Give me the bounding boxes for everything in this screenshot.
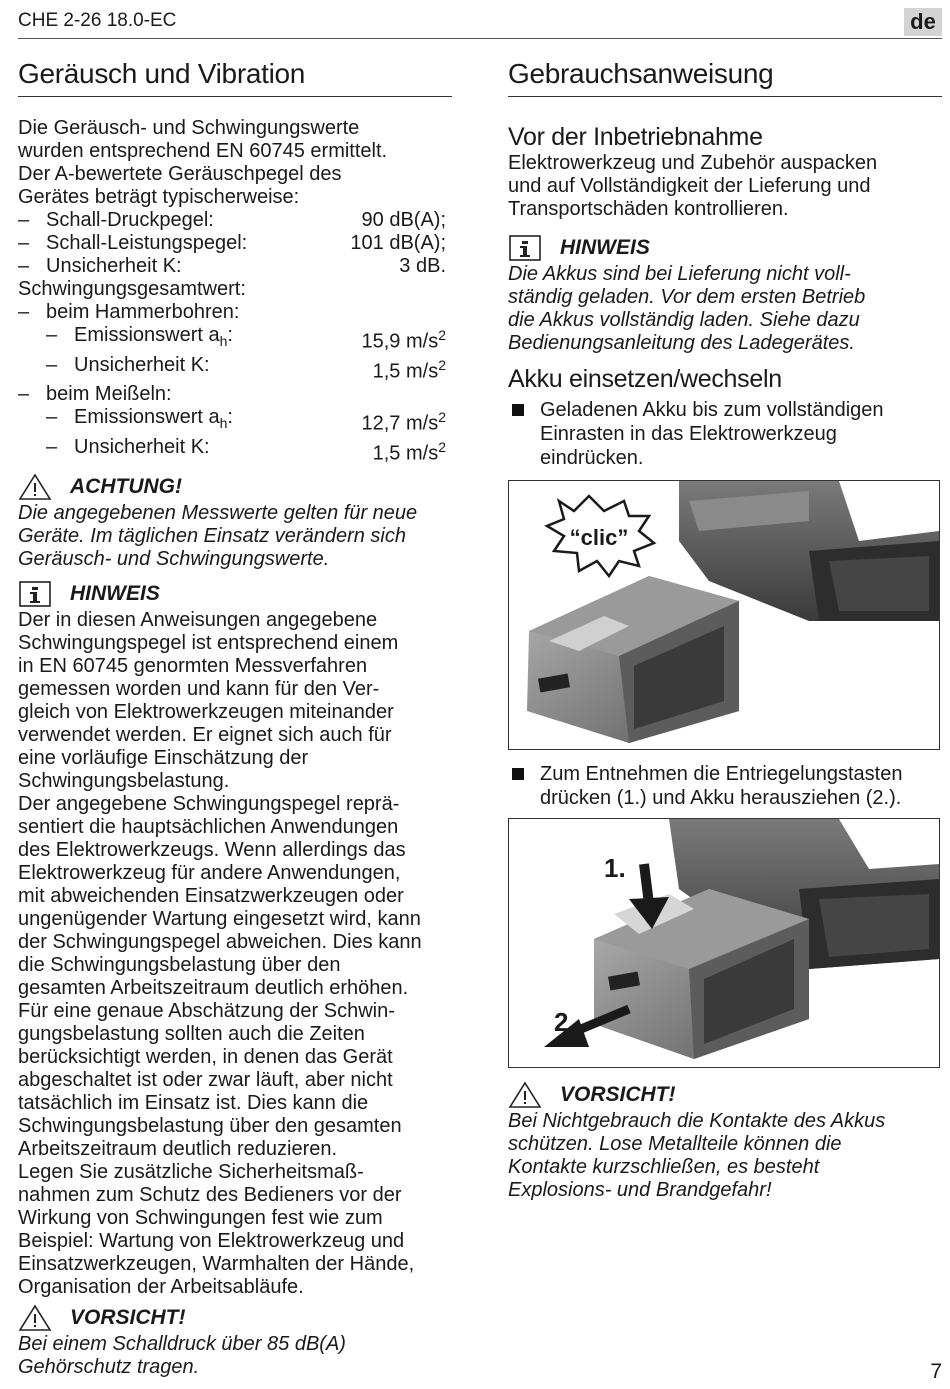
noise-row — [18, 232, 446, 255]
text-line: Die angegebenen Messwerte gelten für neue — [18, 501, 418, 524]
vibration-values — [18, 301, 452, 466]
text-line: Geräusch- und Schwingungswerte. — [18, 547, 330, 570]
text-line: Gerätes beträgt typischerweise: — [18, 186, 300, 208]
before-use-text — [508, 152, 942, 221]
vorsicht-notice — [18, 1303, 452, 1333]
text-line: nahmen zum Schutz des Bedieners vor der — [18, 1183, 402, 1206]
battery-insert-drawing — [509, 481, 939, 749]
vorsicht-label: VORSICHT! — [70, 1305, 186, 1329]
hammer-row — [18, 301, 446, 324]
text-line: berücksichtigt werden, in denen das Gerät — [18, 1045, 393, 1068]
text-line: Die Geräusch- und Schwingungswerte — [18, 117, 360, 139]
text-line: die Akkus vollständig laden. Siehe dazu — [508, 309, 860, 331]
text-line: eindrücken. — [540, 447, 644, 469]
text-line: ungenügender Wartung eingesetzt wird, kann — [18, 907, 421, 930]
hinweis-label: HINWEIS — [70, 581, 160, 605]
section-title-noise: Geräusch und Vibration — [18, 58, 452, 97]
text-line: Bedienungsanleitung des Ladegerätes. — [508, 332, 855, 354]
text-line: Elektrowerkzeug und Zubehör auspacken — [508, 152, 878, 174]
info-icon — [18, 580, 52, 608]
warning-triangle-icon — [508, 1081, 542, 1109]
vib-row — [18, 324, 446, 354]
text-line: Geladenen Akku bis zum vollständigen — [540, 399, 884, 421]
text-line: Explosions- und Brandgefahr! — [508, 1179, 772, 1201]
dash: – — [46, 353, 58, 376]
text-line: Schwingungsbelastung über den gesamten — [18, 1114, 402, 1137]
hammer-label: beim Hammerbohren: — [46, 301, 240, 323]
text-line: und auf Vollständigkeit der Lieferung und — [508, 175, 871, 197]
right-column — [508, 58, 942, 1202]
dash: – — [46, 324, 58, 346]
noise-values — [18, 209, 452, 278]
bullet-remove-battery — [508, 762, 942, 810]
chisel-row — [18, 383, 446, 406]
vib-label: Unsicherheit K: — [74, 435, 210, 458]
vib-row — [18, 406, 446, 436]
text-line: eine vorläufige Einschätzung der — [18, 746, 309, 769]
noise-label: Schall-Leistungspegel: — [46, 232, 248, 254]
text-line: ständig geladen. Vor dem ersten Betrieb — [508, 286, 866, 308]
clic-label: “clic” — [569, 525, 629, 550]
step2-label: 2. — [554, 1007, 576, 1037]
hinweis-text — [508, 263, 942, 355]
bullet-text — [540, 398, 884, 470]
vorsicht-label: VORSICHT! — [560, 1083, 676, 1106]
warning-triangle-icon — [18, 1304, 52, 1332]
text-line: Für eine genaue Abschätzung der Schwin- — [18, 999, 395, 1022]
text-line: Elektrowerkzeug für andere Anwendungen, — [18, 861, 401, 884]
text-line: verwendet werden. Er eignet sich auch für — [18, 723, 392, 746]
text-line: drücken (1.) und Akku herausziehen (2.). — [540, 787, 902, 809]
text-line: Wirkung von Schwingungen fest wie zum — [18, 1206, 383, 1229]
text-line: des Elektrowerkzeugs. Wenn allerdings das — [18, 838, 406, 861]
text-line: Organisation der Arbeitsabläufe. — [18, 1275, 304, 1298]
text-line: abgeschaltet ist oder zwar läuft, aber nicht — [18, 1068, 393, 1091]
dash: – — [18, 232, 30, 254]
text-line: Einsatzwerkzeugen, Warmhalten der Hände, — [18, 1252, 415, 1275]
noise-value: 90 dB(A); — [361, 209, 446, 231]
dash: – — [46, 406, 58, 429]
vib-row — [18, 436, 446, 466]
text-line: Transportschäden kontrollieren. — [508, 198, 789, 220]
achtung-label: ACHTUNG! — [70, 474, 182, 498]
text-line: der Schwingungspegel abweichen. Dies kann — [18, 930, 422, 953]
text-line: Bei Nichtgebrauch die Kontakte des Akkus — [508, 1110, 886, 1132]
vorsicht-text — [508, 1110, 942, 1202]
vib-value: 15,9 $m/s^2$ — [361, 327, 446, 353]
text-line: Zum Entnehmen die Entriegelungstasten — [540, 763, 903, 785]
text-line: tatsächlich im Einsatz ist. Dies kann die — [18, 1091, 369, 1114]
noise-row — [18, 255, 446, 278]
text-line: in EN 60745 genormten Messverfahren — [18, 654, 368, 677]
noise-intro — [18, 117, 452, 209]
text-line: gungsbelastung sollten auch die Zeiten — [18, 1022, 365, 1045]
battery-insert-illustration — [508, 480, 940, 750]
step1-label: 1. — [604, 853, 626, 883]
model-number: CHE 2-26 18.0-EC — [18, 10, 177, 31]
text-line: Der in diesen Anweisungen angegebene — [18, 608, 378, 631]
hinweis-label: HINWEIS — [560, 236, 650, 259]
battery-remove-illustration — [508, 818, 940, 1068]
text-line: Beispiel: Wartung von Elektrowerkzeug und — [18, 1229, 405, 1252]
bullet-square-icon — [512, 768, 524, 780]
dash: – — [18, 255, 30, 277]
subtitle-before-use: Vor der Inbetriebnahme — [508, 123, 763, 151]
achtung-text — [18, 502, 452, 571]
page-header — [18, 8, 942, 39]
info-icon — [508, 234, 542, 262]
text-line: Schwingungsbelastung. — [18, 769, 230, 792]
subtitle-battery: Akku einsetzen/wechseln — [508, 365, 782, 393]
bullet-insert-battery — [508, 398, 942, 470]
text-line: wurden entsprechend EN 60745 ermittelt. — [18, 140, 388, 162]
warning-triangle-icon — [18, 473, 52, 501]
text-line: Legen Sie zusätzliche Sicherheitsmaß- — [18, 1160, 364, 1183]
chisel-label: beim Meißeln: — [46, 383, 172, 406]
text-line: gesamten Arbeitszeitraum deutlich erhöhen. — [18, 976, 409, 999]
battery-remove-drawing — [509, 819, 939, 1067]
text-line: Gehörschutz tragen. — [18, 1355, 200, 1378]
text-line: gleich von Elektrowerkzeugen miteinander — [18, 700, 394, 723]
text-line: Geräte. Im täglichen Einsatz verändern sich — [18, 524, 406, 547]
vib-label: Emissionswert $a_h$: — [74, 406, 233, 432]
noise-label: Schall-Druckpegel: — [46, 209, 214, 231]
noise-label: Unsicherheit K: — [46, 255, 182, 277]
text-line: die Schwingungsbelastung über den — [18, 953, 341, 976]
language-badge: de — [904, 8, 942, 36]
vib-value: 1,5 $m/s^2$ — [372, 438, 446, 465]
text-line: Der angegebene Schwingungspegel reprä- — [18, 792, 400, 815]
text-line: mit abweichenden Einsatzwerkzeugen oder — [18, 884, 404, 907]
vib-row — [18, 354, 446, 384]
achtung-notice — [18, 472, 452, 502]
hinweis-notice — [18, 579, 452, 609]
noise-row — [18, 209, 446, 232]
dash: – — [18, 383, 30, 406]
text-line: Einrasten in das Elektrowerkzeug — [540, 423, 837, 445]
bullet-square-icon — [512, 404, 524, 416]
hinweis-notice — [508, 233, 942, 263]
vorsicht-text — [18, 1333, 452, 1379]
text-line: Die Akkus sind bei Lieferung nicht voll- — [508, 263, 851, 285]
text-line: Arbeitszeitraum deutlich reduzieren. — [18, 1137, 338, 1160]
dash: – — [18, 209, 30, 231]
hinweis-text — [18, 609, 452, 1299]
text-line: schützen. Lose Metallteile können die — [508, 1133, 842, 1155]
bullet-text — [540, 762, 902, 810]
text-line: gemessen worden und kann für den Ver- — [18, 677, 380, 700]
text-line: Schwingungspegel ist entsprechend einem — [18, 631, 399, 654]
page-number: 7 — [930, 1360, 942, 1383]
noise-value: 3 dB. — [399, 255, 446, 277]
text-line: sentiert die hauptsächlichen Anwendungen — [18, 815, 399, 838]
vib-label: Unsicherheit K: — [74, 353, 210, 376]
vib-label: Emissionswert $a_h$: — [74, 324, 233, 349]
dash: – — [18, 301, 30, 323]
vibration-heading: Schwingungsgesamtwert: — [18, 278, 246, 300]
left-column — [18, 58, 452, 1379]
text-line: Der A-bewertete Geräuschpegel des — [18, 163, 342, 185]
vib-value: 12,7 $m/s^2$ — [361, 409, 446, 435]
text-line: Bei einem Schalldruck über 85 dB(A) — [18, 1332, 346, 1355]
text-line: Kontakte kurzschließen, es besteht — [508, 1156, 820, 1178]
vib-value: 1,5 $m/s^2$ — [372, 356, 446, 383]
noise-value: 101 dB(A); — [350, 232, 446, 254]
dash: – — [46, 435, 58, 458]
vorsicht-notice — [508, 1080, 942, 1110]
section-title-usage: Gebrauchsanweisung — [508, 58, 942, 97]
